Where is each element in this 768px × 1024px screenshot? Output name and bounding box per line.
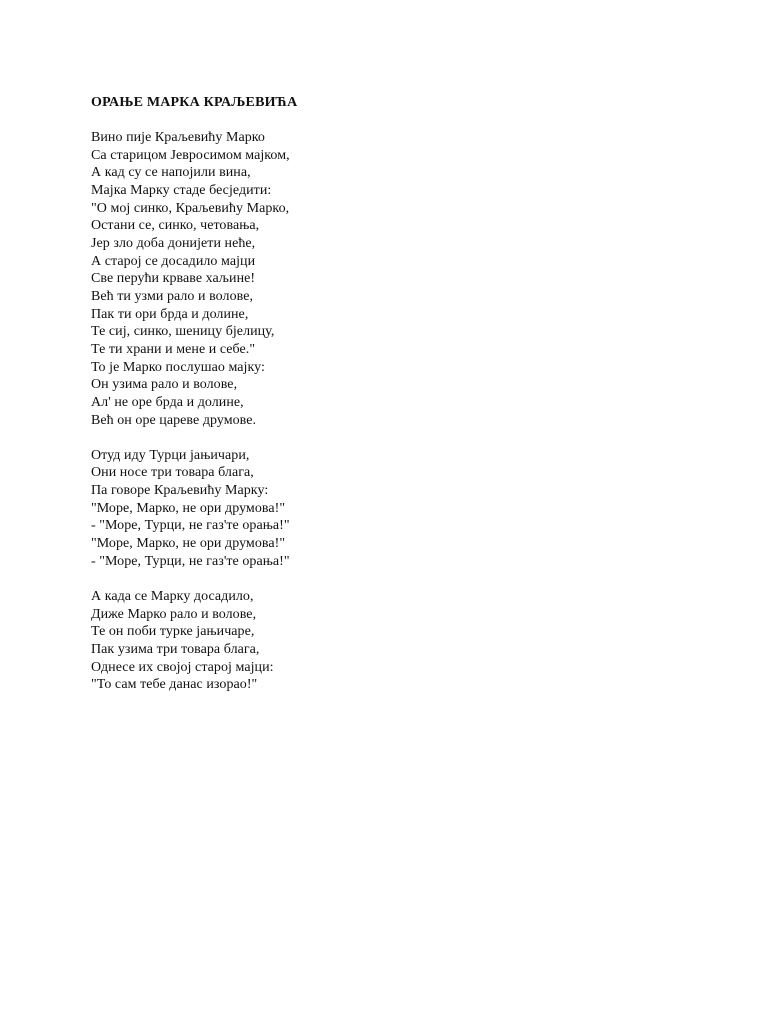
poem-line: А кад су се напојили вина,: [91, 165, 251, 181]
poem-line: Он узима рало и волове,: [91, 377, 238, 393]
poem-line: Пак узима три товара блага,: [91, 641, 260, 657]
poem-line: "То сам тебе данас изорао!": [91, 677, 258, 693]
poem-line: - "Море, Турци, не газ'те орања!": [91, 553, 290, 569]
stanza-1: [91, 129, 290, 429]
poem-line: Јер зло доба донијети неће,: [91, 235, 256, 251]
poem-line: Све перући крваве хаљине!: [91, 271, 256, 287]
poem-line: "Море, Марко, не ори друмова!": [91, 500, 286, 516]
poem-line: Диже Марко рало и волове,: [91, 606, 257, 622]
poem-line: Отуд иду Турци јањичари,: [91, 447, 250, 463]
poem-body: [91, 129, 290, 711]
poem-title: ОРАЊЕ МАРКА КРАЉЕВИЋА: [91, 95, 298, 110]
poem-line: Ал' не оре брда и долине,: [91, 394, 244, 410]
poem-line: А када се Марку досадило,: [91, 588, 254, 604]
poem-line: "Море, Марко, не ори друмова!": [91, 536, 286, 552]
poem-line: Већ ти узми рало и волове,: [91, 288, 254, 304]
poem-line: Те сиј, синко, шеницу бјелицу,: [91, 324, 275, 340]
poem-line: Већ он оре цареве друмове.: [91, 412, 257, 428]
poem-line: Они носе три товара блага,: [91, 465, 254, 481]
poem-line: То је Марко послушао мајку:: [91, 359, 265, 375]
stanza-2: [91, 447, 290, 571]
poem-line: Остани се, синко, четовања,: [91, 218, 260, 234]
poem-line: Са старицом Јевросимом мајком,: [91, 147, 290, 163]
poem-line: - "Море, Турци, не газ'те орања!": [91, 518, 290, 534]
poem-line: Мајка Марку стаде бесједити:: [91, 182, 272, 198]
poem-line: Однесе их својој старој мајци:: [91, 659, 274, 675]
poem-line: А старој се досадило мајци: [91, 253, 256, 269]
poem-line: Вино пије Краљевићу Марко: [91, 130, 265, 145]
poem-line: Пак ти ори брда и долине,: [91, 306, 249, 322]
poem-line: Те он поби турке јањичаре,: [91, 624, 255, 640]
stanza-3: [91, 588, 290, 694]
poem-line: "О мој синко, Краљевићу Марко,: [91, 200, 290, 216]
poem-line: Па говоре Краљевићу Марку:: [91, 483, 269, 499]
poem-line: Те ти храни и мене и себе.": [91, 341, 256, 357]
